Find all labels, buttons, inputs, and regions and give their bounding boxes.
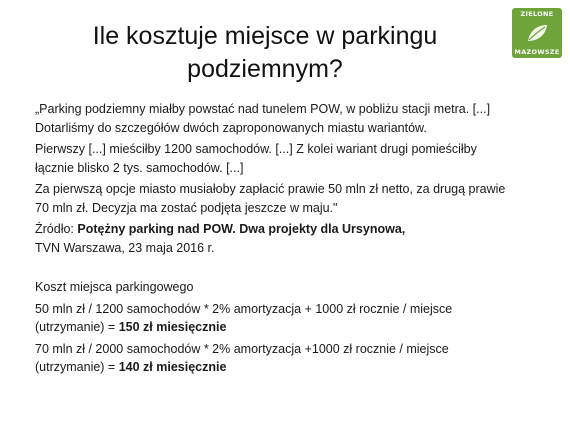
leaf-icon — [524, 22, 550, 44]
slide-title — [60, 20, 470, 86]
cost-heading: Koszt miejsca parkingowego — [35, 280, 194, 294]
logo-top-text: ZIELONE — [520, 10, 554, 18]
calc1-prefix: (utrzymanie) = — [35, 320, 119, 334]
cost-calculation-1 — [35, 300, 550, 337]
cost-calculation-2 — [35, 340, 550, 377]
calc2-prefix: (utrzymanie) = — [35, 360, 119, 374]
quote-paragraph-3 — [35, 180, 550, 217]
quote-p1-line1: „Parking podziemny miałby powstać nad tunelem POW, w pobliżu stacji metra. [...] — [35, 102, 491, 116]
quote-p3-line2: 70 mln zł. Decyzja ma zostać podjęta jeszcze w maju." — [35, 200, 338, 215]
calc1-line2 — [35, 318, 550, 337]
source-line1 — [35, 220, 550, 239]
quote-p2-line1: Pierwszy [...] mieściłby 1200 samochodów. [...] Z kolei wariant drugi pomieściłby — [35, 142, 477, 156]
source-publisher: TVN Warszawa, 23 maja 2016 r. — [35, 240, 215, 255]
quote-p1-line2: Dotarliśmy do szczegółów dwóch zaproponowanych miastu wariantów. — [35, 120, 427, 135]
quote-paragraph-1 — [35, 100, 550, 137]
calc2-result: 140 zł miesięcznie — [118, 360, 227, 374]
slide-title-line2: podziemnym? — [187, 55, 343, 83]
calc2-line1: 70 mln zł / 2000 samochodów * 2% amortyzacja +1000 zł rocznie / miejsce — [35, 341, 449, 356]
quote-paragraph-2 — [35, 140, 550, 177]
quote-p2-line2: łącznie blisko 2 tys. samochodów. [...] — [35, 160, 244, 175]
slide-body — [35, 100, 550, 380]
logo-bottom-text: MAZOWSZE — [514, 47, 560, 56]
calc1-result: 150 zł miesięcznie — [118, 320, 227, 334]
slide-title-line1: Ile kosztuje miejsce w parkingu — [92, 22, 438, 50]
zielone-mazowsze-logo — [512, 8, 562, 58]
calc2-line2 — [35, 358, 550, 377]
source-label: Źródło: — [35, 222, 78, 236]
calc1-line1: 50 mln zł / 1200 samochodów * 2% amortyzacja + 1000 zł rocznie / miejsce — [35, 301, 453, 316]
quote-p3-line1: Za pierwszą opcje miasto musiałoby zapłacić prawie 50 mln zł netto, za drugą prawie — [35, 182, 506, 196]
source-article-title: Potężny parking nad POW. Dwa projekty dla Ursynowa, — [77, 222, 406, 236]
spacer — [35, 260, 550, 278]
source-citation — [35, 220, 550, 257]
